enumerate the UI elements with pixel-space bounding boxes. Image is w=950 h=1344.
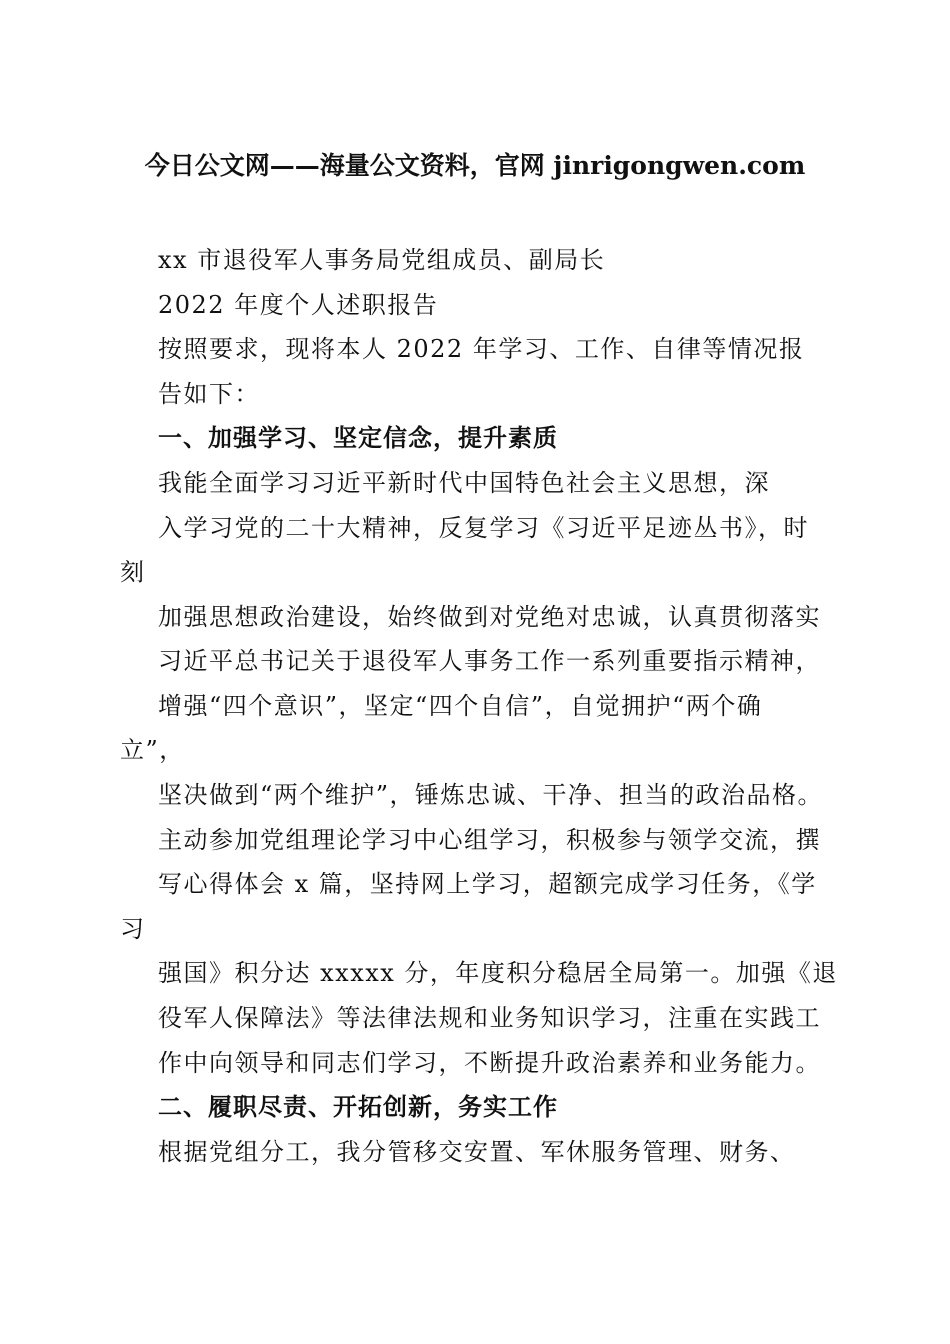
report-title-line-2: 2022 年度个人述职报告: [158, 291, 439, 319]
section-1-line-6: 增强“四个意识”，坚定“四个自信”，自觉拥护“两个确: [158, 692, 763, 720]
section-1-line-8: 坚决做到“两个维护”，锤炼忠诚、干净、担当的政治品格。: [158, 781, 824, 809]
intro-line-2: 告如下：: [158, 380, 260, 408]
section-1-line-13: 役军人保障法》等法律法规和业务知识学习，注重在实践工: [158, 1004, 821, 1032]
section-1-line-4: 加强思想政治建设，始终做到对党绝对忠诚，认真贯彻落实: [158, 603, 821, 631]
section-1-line-5: 习近平总书记关于退役军人事务工作一系列重要指示精神，: [158, 647, 821, 675]
section-1-line-10: 写心得体会 x 篇，坚持网上学习，超额完成学习任务，《学: [158, 870, 817, 898]
section-1-line-3: 刻: [120, 558, 146, 586]
section-2-line-1: 根据党组分工，我分管移交安置、军休服务管理、财务、: [158, 1138, 796, 1166]
section-1-line-1: 我能全面学习习近平新时代中国特色社会主义思想，深: [158, 469, 770, 497]
section-1-line-11: 习: [120, 915, 146, 943]
section-1-line-14: 作中向领导和同志们学习，不断提升政治素养和业务能力。: [158, 1049, 821, 1077]
section-1-line-7: 立”，: [120, 736, 185, 764]
section-1-line-2: 入学习党的二十大精神，反复学习《习近平足迹丛书》，时: [158, 514, 809, 542]
section-1-line-9: 主动参加党组理论学习中心组学习，积极参与领学交流，撰: [158, 826, 821, 854]
report-title-line-1: xx 市退役军人事务局党组成员、副局长: [158, 246, 606, 274]
section-1-heading: 一、加强学习、坚定信念，提升素质: [158, 423, 558, 452]
section-1-line-12: 强国》积分达 xxxxx 分，年度积分稳居全局第一。加强《退: [158, 959, 838, 987]
site-banner: 今日公文网——海量公文资料，官网 jinrigongwen.com: [144, 151, 806, 180]
intro-line-1: 按照要求，现将本人 2022 年学习、工作、自律等情况报: [158, 335, 805, 363]
section-2-heading: 二、履职尽责、开拓创新，务实工作: [158, 1092, 558, 1121]
